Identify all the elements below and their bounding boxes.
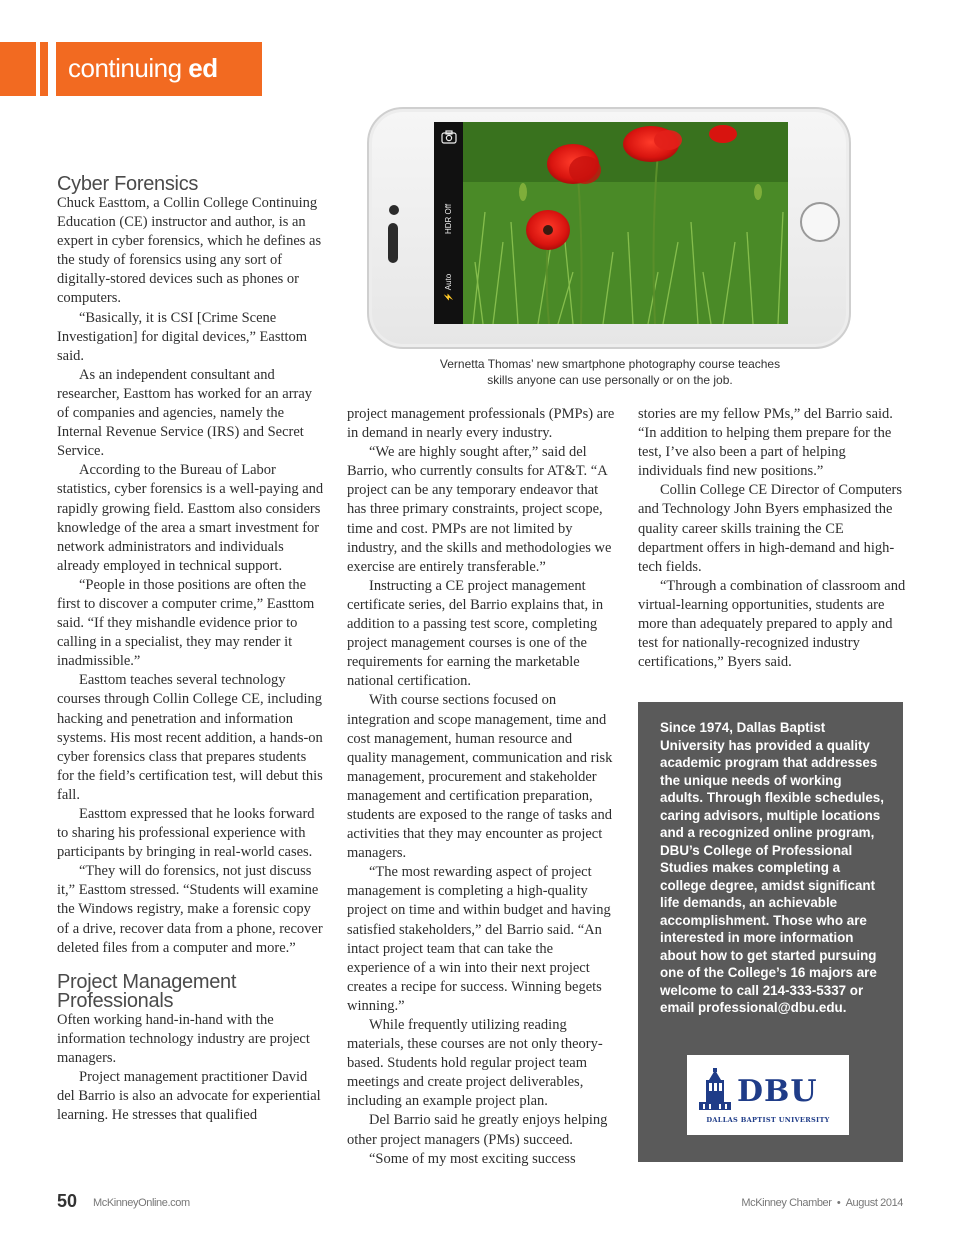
section-title-light: continuing [68,53,182,83]
paragraph: According to the Bureau of Labor statistics, cyber forensics is a well-paying and rapidly growing field. Easttom also considers knowledge of the area a smart investment for network administrators and individuals already employed in technical support. [57,462,324,574]
paragraph: Chuck Easttom, a Collin College Continuing Education (CE) instructor and author, is an expert in cyber forensics, which he defines as the study of forensics using any sort of digitally-stored devices such as phones or computers. [57,195,322,307]
paragraph: stories are my fellow PMs,” del Barrio said. “In addition to helping them prepare for the test, I’ve also been a part of helping individuals find new positions.” [638,406,893,480]
article-column-1 [57,173,325,1125]
paragraph: Often working hand-in-hand with the information technology industry are project managers. [57,1011,310,1066]
heading-line-1: Project Management [57,970,237,993]
caption-line-2: skills anyone can use personally or on the job. [487,373,733,387]
paragraph: Collin College CE Director of Computers and Technology John Byers emphasized the quality career skills training the CE department offers in high-demand and high-tech fields. [638,482,903,575]
paragraph: Project management practitioner David del Barrio is also an advocate for experiential learning. He stresses that qualified [57,1069,321,1124]
page-number: 50 [57,1191,78,1211]
footer-publication [700,1197,903,1209]
camera-switch-icon [441,130,457,144]
publication-name: McKinney Chamber [741,1197,832,1209]
issue-date: August 2014 [845,1197,903,1209]
heading-project-management [57,970,325,1012]
flash-label: ⚡ Auto [444,273,453,302]
camera-control-bar [434,122,463,324]
paragraph: “The most rewarding aspect of project management is completing a high-quality project on time and within budget and having satisfied stakeholders,” del Barrio said. “An intact project team that can take the experience of a win into their next project creates a recipe for success. Winning begets winning.” [347,864,611,1014]
paragraph: Del Barrio said he greatly enjoys helping other project managers (PMs) succeed. [347,1112,608,1148]
paragraph: “Basically, it is CSI [Crime Scene Investigation] for digital devices,” Easttom said. [57,309,308,364]
paragraph: “Some of my most exciting success [369,1150,576,1167]
paragraph: As an independent consultant and researcher, Easttom has worked for an array of companies and agencies, namely the Internal Revenue Service (IRS) and Secret Service. [57,366,313,460]
paragraph: “People in those positions are often the first to discover a computer crime,” Easttom said. “If they mishandle evidence prior to calling in a specialist, they may render it inadmissible.” [57,576,315,670]
section-title-bold: ed [188,53,218,83]
paragraph: While frequently utilizing reading materials, these courses are not only theory-based. Students hold regular project team meetings and create project deliverables, including an example project plan. [347,1017,603,1110]
footer-site: McKinneyOnline.com [93,1197,190,1209]
dbu-logo-subtitle: DALLAS BAPTIST UNIVERSITY [706,1116,830,1124]
paragraph: project management professionals (PMPs) are in demand in nearly every industry. [347,406,615,442]
paragraph: Instructing a CE project management certificate series, del Barrio explains that, in addition to a passing test score, completing project management courses is one of the requirements for earning the marketable national certification. [347,577,604,690]
paragraph: With course sections focused on integration and scope management, time and cost management, human resource and quality management, communication and risk management, procurement and stakeholder management and certification preparation, students are exposed to the range of tasks and activities that they may encounter as project managers. [347,692,613,862]
dbu-tower-icon [697,1068,733,1112]
dbu-logo-letters: DBU [737,1074,818,1109]
header-accent-bar [0,42,36,96]
poppy-field-illustration [463,122,788,324]
phone-speaker-slot [388,223,398,263]
paragraph: “We are highly sought after,” said del Barrio, who currently consults for AT&T. “A project can be any temporary endeavor that has three primary constraints, project scope, time and cost. PMPs are not limited by industry, and the skills and methodologies we exercise are entirely transferable.” [347,444,612,575]
flash-mode-text: Auto [444,273,453,291]
heading-line-2: Professionals [57,989,174,1012]
paragraph: Easttom expressed that he looks forward to sharing his professional experience with participants by bringing in real-world cases. [57,806,315,861]
footer-separator: • [836,1197,841,1209]
phone-camera-dot [389,205,399,215]
dbu-promo-text: Since 1974, Dallas Baptist University has provided a quality academic program that addresses the unique needs of working adults. Through flexible schedules, caring advisors, multiple locations and a recognized online program, DBU’s College of Professional Studies makes completing a college degree, amidst significant life demands, an achievable accomplishment. Those who are interested in more information about how to get started pursuing one of the College’s 16 majors are welcome to call 214-333-5337 or email professional@dbu.edu. [660,720,884,1015]
phone-home-button [800,202,840,242]
photo-caption [420,356,800,388]
article-column-3 [638,405,906,672]
caption-line-1: Vernetta Thomas’ new smartphone photography course teaches [439,357,781,371]
heading-cyber-forensics: Cyber Forensics [57,173,199,195]
paragraph: Easttom teaches several technology courses through Collin College CE, including hacking and penetration and information systems. His most recent addition, a hands-on cyber forensics class that prepares students for the field’s certification test, will debut this fall. [57,672,323,803]
section-tab-divider [48,42,56,96]
article-column-2 [347,405,615,1169]
poppy-photo [463,122,788,324]
hdr-label: HDR Off [444,203,453,234]
paragraph: “They will do forensics, not just discuss it,” Easttom stressed. “Students will examine the Windows registry, make a forensic copy of a drive, recover data from a phone, recover deleted files from a computer and more.” [57,863,323,956]
section-title [68,53,218,84]
paragraph: “Through a combination of classroom and virtual-learning opportunities, students are more than adequately prepared to apply and test for nationally-recognized industry certifications,” Byers said. [638,577,906,671]
